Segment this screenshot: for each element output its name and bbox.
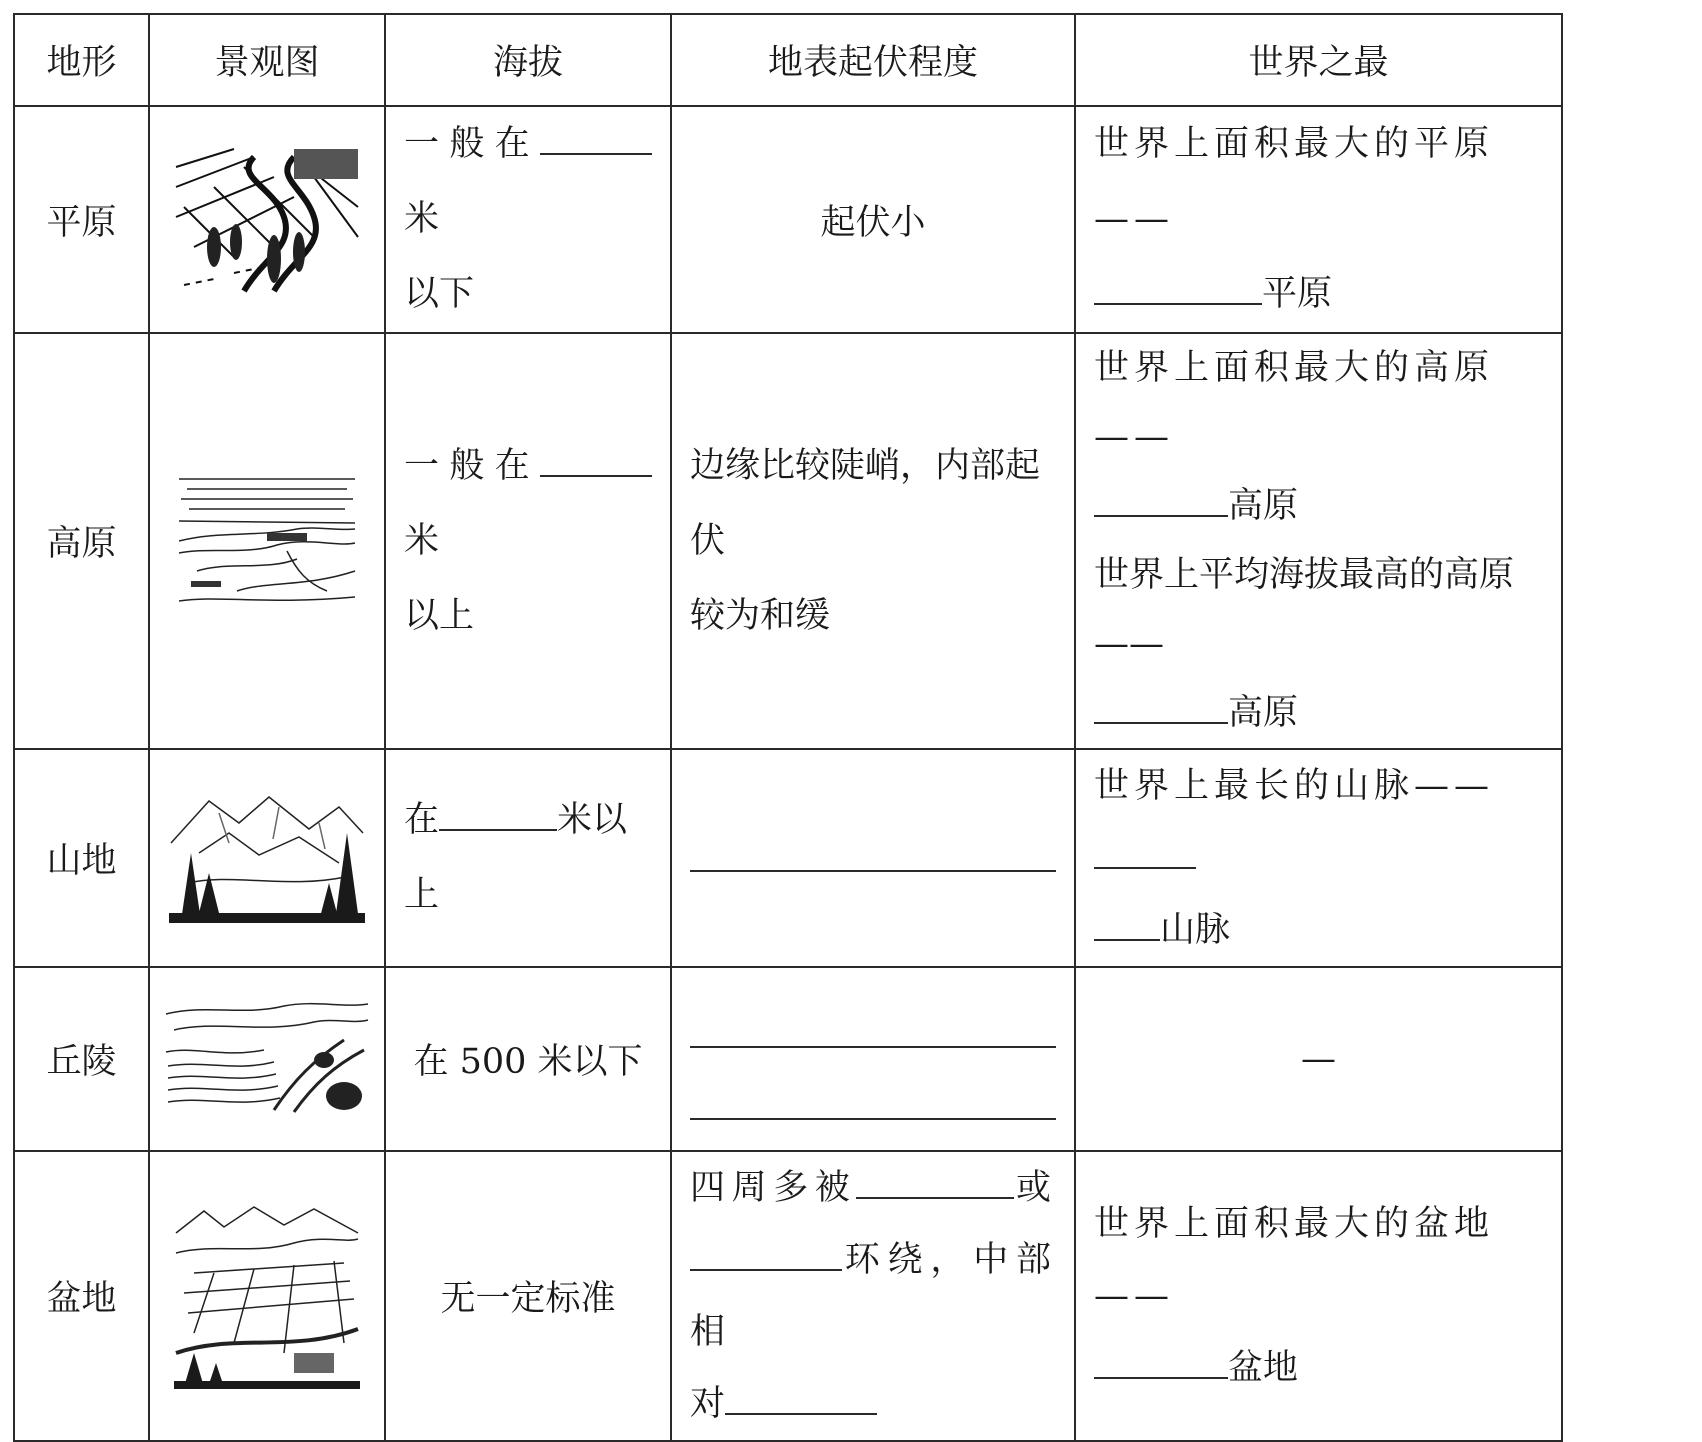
record-line: 世界上面积最大的平原—— — [1094, 124, 1495, 239]
record-suffix: 平原 — [1262, 274, 1333, 314]
relief-cell — [671, 749, 1075, 967]
altitude-prefix: 在 — [404, 800, 440, 840]
altitude-line2: 以下 — [404, 274, 475, 314]
record-text: — — [1075, 967, 1562, 1151]
altitude-cell — [385, 106, 671, 333]
landform-name: 高原 — [14, 333, 149, 749]
relief-text: 四周多被 — [690, 1168, 857, 1208]
landscape-cell — [149, 333, 385, 749]
basin-landscape-icon — [174, 1203, 360, 1389]
altitude-cell — [385, 749, 671, 967]
landform-name: 丘陵 — [14, 967, 149, 1151]
altitude-text: 无一定标准 — [385, 1151, 671, 1441]
relief-line: 边缘比较陡峭，内部起伏 — [690, 445, 1041, 561]
altitude-text: 在 500 米以下 — [385, 967, 671, 1151]
relief-cell — [671, 333, 1075, 749]
relief-text: 或 — [1014, 1168, 1056, 1208]
record-suffix: 盆地 — [1228, 1348, 1299, 1388]
record-cell — [1075, 1151, 1562, 1441]
record-suffix: 山脉 — [1160, 910, 1231, 950]
record-blank[interactable] — [1094, 478, 1228, 517]
record-line: 世界上面积最大的盆地—— — [1094, 1204, 1495, 1316]
table-row — [14, 749, 1562, 967]
relief-text: 起伏小 — [671, 106, 1075, 333]
record-line: 世界上面积最大的高原—— — [1094, 348, 1495, 457]
mountain-landscape-icon — [169, 793, 365, 923]
relief-blank[interactable] — [856, 1160, 1014, 1199]
altitude-cell — [385, 333, 671, 749]
altitude-prefix: 一般在 — [404, 445, 540, 486]
landscape-cell — [149, 749, 385, 967]
table-row — [14, 333, 1562, 749]
landform-name: 山地 — [14, 749, 149, 967]
header-relief: 地表起伏程度 — [671, 14, 1075, 106]
plateau-landscape-icon — [177, 471, 357, 611]
hill-landscape-icon — [164, 1000, 370, 1118]
relief-blank[interactable] — [690, 1118, 1056, 1120]
record-blank[interactable] — [1094, 1340, 1228, 1379]
record-blank[interactable] — [1094, 685, 1228, 724]
record-cell — [1075, 749, 1562, 967]
record-line: 世界上平均海拔最高的高原—— — [1094, 555, 1515, 664]
relief-cell — [671, 1151, 1075, 1441]
table-row — [14, 967, 1562, 1151]
relief-blank[interactable] — [690, 870, 1056, 872]
altitude-blank[interactable] — [540, 116, 652, 155]
record-cell — [1075, 333, 1562, 749]
altitude-blank[interactable] — [439, 792, 557, 831]
landscape-cell — [149, 967, 385, 1151]
landscape-cell — [149, 1151, 385, 1441]
header-landform: 地形 — [14, 14, 149, 106]
record-blank[interactable] — [1094, 266, 1262, 305]
altitude-line2: 以上 — [404, 595, 475, 636]
relief-blank[interactable] — [725, 1376, 877, 1415]
relief-text: 对 — [690, 1384, 726, 1424]
altitude-blank[interactable] — [540, 438, 652, 477]
landform-name: 盆地 — [14, 1151, 149, 1441]
record-suffix: 高原 — [1228, 486, 1299, 526]
record-cell — [1075, 106, 1562, 333]
altitude-unit: 米以上 — [404, 800, 628, 915]
header-landscape: 景观图 — [149, 14, 385, 106]
relief-cell — [671, 967, 1075, 1151]
record-blank[interactable] — [1094, 902, 1160, 941]
record-blank[interactable] — [1094, 830, 1196, 869]
table-row — [14, 106, 1562, 333]
table-row — [14, 1151, 1562, 1441]
landform-name: 平原 — [14, 106, 149, 333]
altitude-unit: 米 — [404, 520, 440, 561]
plain-landscape-icon — [174, 147, 360, 293]
header-altitude: 海拔 — [385, 14, 671, 106]
altitude-unit: 米 — [404, 199, 440, 239]
landform-table — [13, 13, 1563, 1442]
relief-text: 环绕，中部相 — [690, 1240, 1056, 1352]
header-row — [14, 14, 1562, 106]
landscape-cell — [149, 106, 385, 333]
altitude-prefix: 一般在 — [404, 124, 540, 164]
record-line: 世界上最长的山脉—— — [1094, 766, 1495, 806]
relief-line: 较为和缓 — [690, 595, 831, 636]
header-world-records: 世界之最 — [1075, 14, 1562, 106]
record-suffix: 高原 — [1228, 693, 1299, 733]
relief-blank[interactable] — [690, 1232, 842, 1271]
